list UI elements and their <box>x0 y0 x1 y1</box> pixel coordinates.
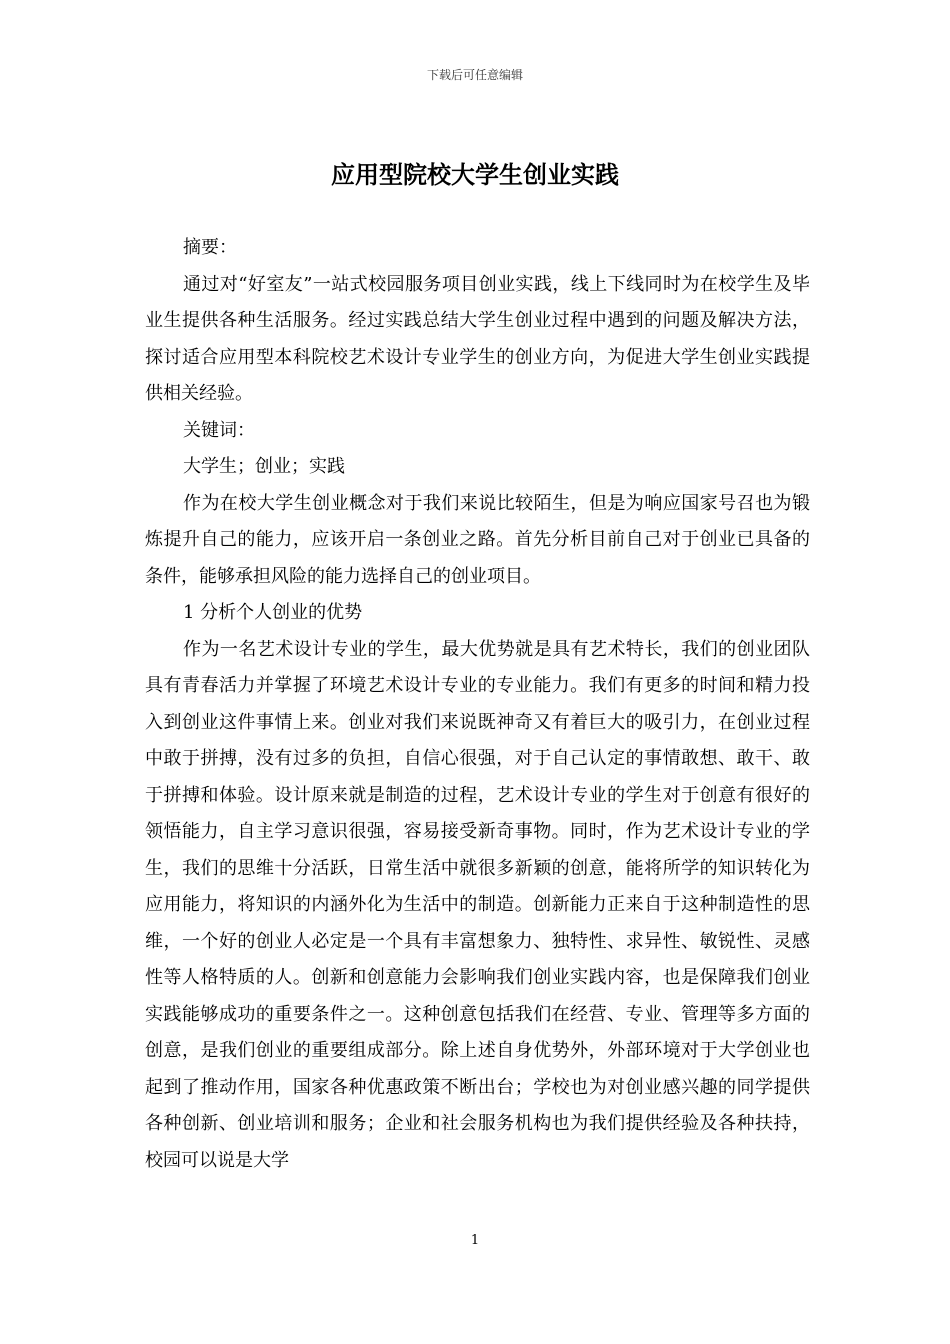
page-number: 1 <box>470 1233 480 1248</box>
document-title: 应用型院校大学生创业实践 <box>331 161 619 189</box>
document-body <box>145 230 810 1179</box>
keywords-text: 大学生；创业；实践 <box>183 456 345 477</box>
intro-paragraph: 作为在校大学生创业概念对于我们来说比较陌生，但是为响应国家号召也为锻炼提升自己的能力，应该开启一条创业之路。首先分析目前自己对于创业已具备的条件，能够承担风险的能力选择自己的创业项目。 <box>145 492 810 587</box>
section-heading-1: 1 分析个人创业的优势 <box>183 602 363 623</box>
abstract-heading: 摘要： <box>183 237 237 258</box>
keywords-heading: 关键词： <box>183 419 255 441</box>
page-header-note: 下载后可任意编辑 <box>426 68 523 82</box>
section-1-paragraph: 作为一名艺术设计专业的学生，最大优势就是具有艺术特长，我们的创业团队具有青春活力并掌握了环境艺术设计专业的专业能力。我们有更多的时间和精力投入到创业这件事情上来。创业对我们来说既神奇又有着巨大的吸引力，在创业过程中敢于拼搏，没有过多的负担，自信心很强，对于自己认定的事情敢想、敢干、敢于拼搏和体验。设计原来就是制造的过程，艺术设计专业的学生对于创意有很好的领悟能力，自主学习意识很强，容易接受新奇事物。同时，作为艺术设计专业的学生，我们的思维十分活跃，日常生活中就很多新颖的创意，能将所学的知识转化为应用能力，将知识的内涵外化为生活中的制造。创新能力正来自于这种制造性的思维，一个好的创业人必定是一个具有丰富想象力、独特性、求异性、敏锐性、灵感性等人格特质的人。创新和创意能力会影响我们创业实践内容，也是保障我们创业实践能够成功的重要条件之一。这种创意包括我们在经营、专业、管理等多方面的创意，是我们创业的重要组成部分。除上述自身优势外，外部环境对于大学创业也起到了推动作用，国家各种优惠政策不断出台；学校也为对创业感兴趣的同学提供各种创新、创业培训和服务；企业和社会服务机构也为我们提供经验及各种扶持，校园可以说是大学 <box>145 638 810 1171</box>
abstract-text: 通过对“好室友”一站式校园服务项目创业实践，线上下线同时为在校学生及毕业生提供各种生活服务。经过实践总结大学生创业过程中遇到的问题及解决方法，探讨适合应用型本科院校艺术设计专业学生的创业方向，为促进大学生创业实践提供相关经验。 <box>145 273 810 404</box>
